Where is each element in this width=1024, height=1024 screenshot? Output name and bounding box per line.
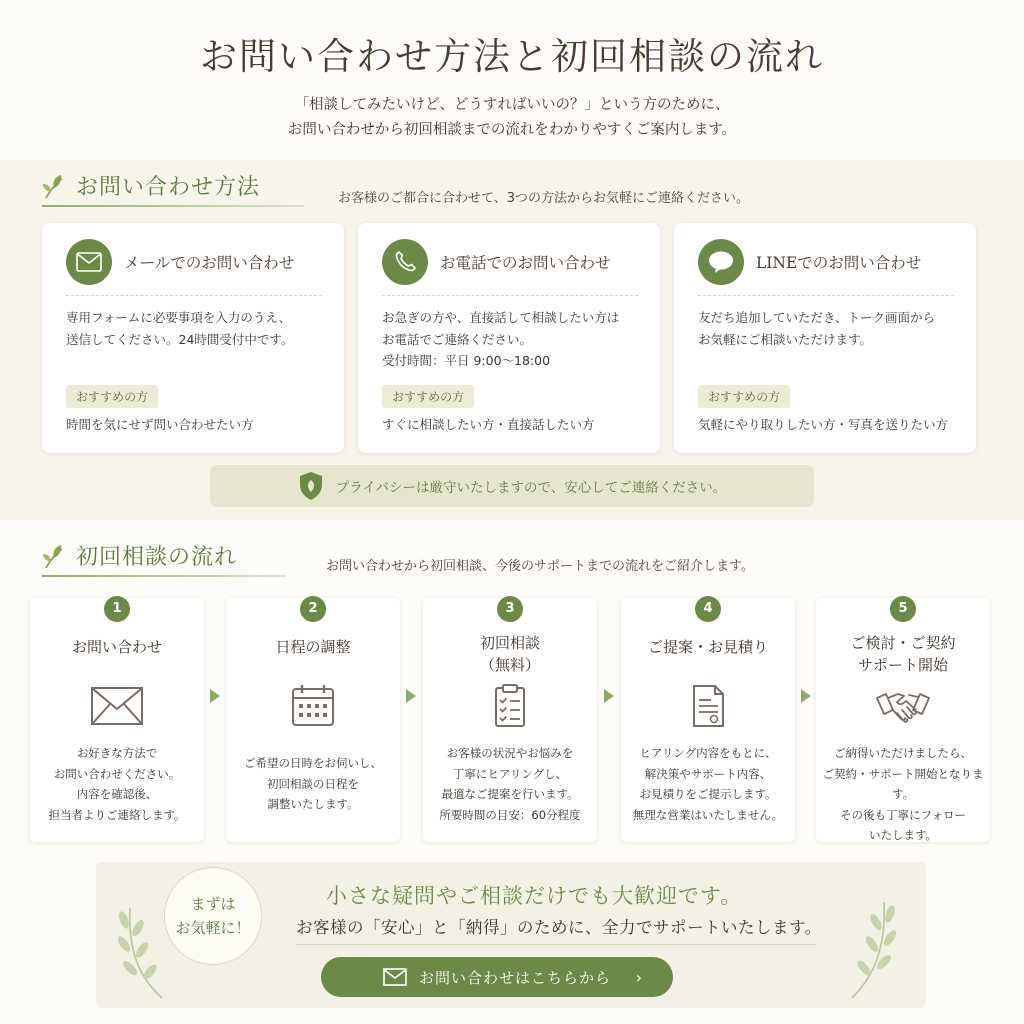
divider [698,295,954,296]
step-body: ご納得いただけましたら、 ご契約・サポート開始となります。 その後も丁寧にフォロー いたします。 [822,746,984,842]
envelope-icon [90,684,144,728]
step-number: 5 [890,596,916,622]
handshake-icon [876,684,930,728]
step-title: ご検討・ご契約 サポート開始 [850,634,956,674]
method-card-line[interactable] [674,223,976,453]
method-card-title: LINEでのお問い合わせ [756,254,922,272]
flow-step-1 [30,598,204,842]
flow-step-4 [621,598,795,842]
step-body: お好きな方法で お問い合わせください。 内容を確認後、 担当者よりご連絡します。 [48,746,186,822]
page-header [0,0,1024,160]
step-arrow-icon [210,689,220,703]
divider [382,295,638,296]
document-icon [681,684,735,728]
contact-button[interactable] [321,957,673,997]
step-title: 日程の調整 [275,638,351,656]
recommend-target: 時間を気にせず問い合わせたい方 [66,417,254,432]
section-underline [42,575,286,577]
flow-section-description: お問い合わせから初回相談、今後のサポートまでの流れをご紹介します。 [326,559,754,574]
step-arrow-icon [604,689,614,703]
leaf-icon [40,171,70,201]
step-title: ご提案・お見積り [647,638,768,656]
step-arrow-icon [406,689,416,703]
cta-badge: まずは お気軽に！ [164,867,262,965]
step-number: 3 [497,596,523,622]
recommend-tag: おすすめの方 [698,385,790,408]
flow-step-3 [423,598,597,842]
method-card-title: お電話でのお問い合わせ [440,254,611,272]
flow-step-5 [816,598,990,842]
method-card-title: メールでのお問い合わせ [124,254,295,272]
cta-subtitle: お客様の「安心」と「納得」のために、全力でサポートいたします。 [296,918,822,937]
method-card-body: 専用フォームに必要事項を入力のうえ、 送信してください。24時間受付中です。 [66,310,294,347]
method-card-email[interactable] [42,223,344,453]
step-body: ヒアリング内容をもとに、 解決策やサポート内容、 お見積りをご提示します。 無理な営業はいたしません。 [632,746,784,822]
leaf-icon [40,541,70,571]
divider [296,944,816,945]
flow-step-2 [226,598,400,842]
step-number: 1 [104,596,130,622]
methods-section-title: お問い合わせ方法 [40,170,260,201]
recommend-target: すぐに相談したい方・直接話したい方 [382,417,595,432]
page-lead: 「相談してみたいけど、どうすればいいの？」という方のために、 お問い合わせから初回相談までの流れをわかりやすくご案内します。 [287,97,737,138]
line-chat-icon [698,239,744,285]
flow-section-title: 初回相談の流れ [40,540,237,571]
method-card-phone[interactable] [358,223,660,453]
recommend-tag: おすすめの方 [382,385,474,408]
page-title: お問い合わせ方法と初回相談の流れ [200,35,824,78]
recommend-target: 気軽にやり取りしたい方・写真を送りたい方 [698,417,949,432]
chevron-right-icon: › [635,967,643,987]
step-title: お問い合わせ [71,638,162,656]
recommend-tag: おすすめの方 [66,385,158,408]
contact-button-label: お問い合わせはこちらから [418,968,611,987]
section-underline [42,205,304,207]
mail-icon [66,239,112,285]
clipboard-icon [483,684,537,728]
divider [66,295,322,296]
olive-branch-icon [844,888,904,1000]
phone-icon [382,239,428,285]
method-card-body: お急ぎの方や、直接話して相談したい方は お電話でご連絡ください。 受付時間：平日 9:00〜18:00 [382,310,620,368]
method-card-body: 友だち追加していただき、トーク画面から お気軽にご相談いただけます。 [698,310,936,347]
step-title: 初回相談 （無料） [479,634,540,674]
mail-icon [383,968,407,986]
step-body: ご希望の日時をお伺いし、 初回相談の日程を 調整いたします。 [244,756,382,811]
step-number: 2 [300,596,326,622]
cta-title: 小さな疑問やご相談だけでも大歓迎です。 [326,884,743,908]
step-number: 4 [695,596,721,622]
calendar-icon [286,684,340,728]
step-arrow-icon [801,689,811,703]
privacy-notice: プライバシーは厳守いたしますので、安心してご連絡ください。 [210,465,814,507]
methods-section-description: お客様のご都合に合わせて、3つの方法からお気軽にご連絡ください。 [338,191,750,206]
shield-icon [298,471,324,501]
step-body: お客様の状況やお悩みを 丁寧にヒアリングし、 最適なご提案を行います。 所要時間の目安：60分程度 [439,746,581,822]
olive-branch-icon [110,898,170,1002]
cta-panel [96,862,926,1008]
